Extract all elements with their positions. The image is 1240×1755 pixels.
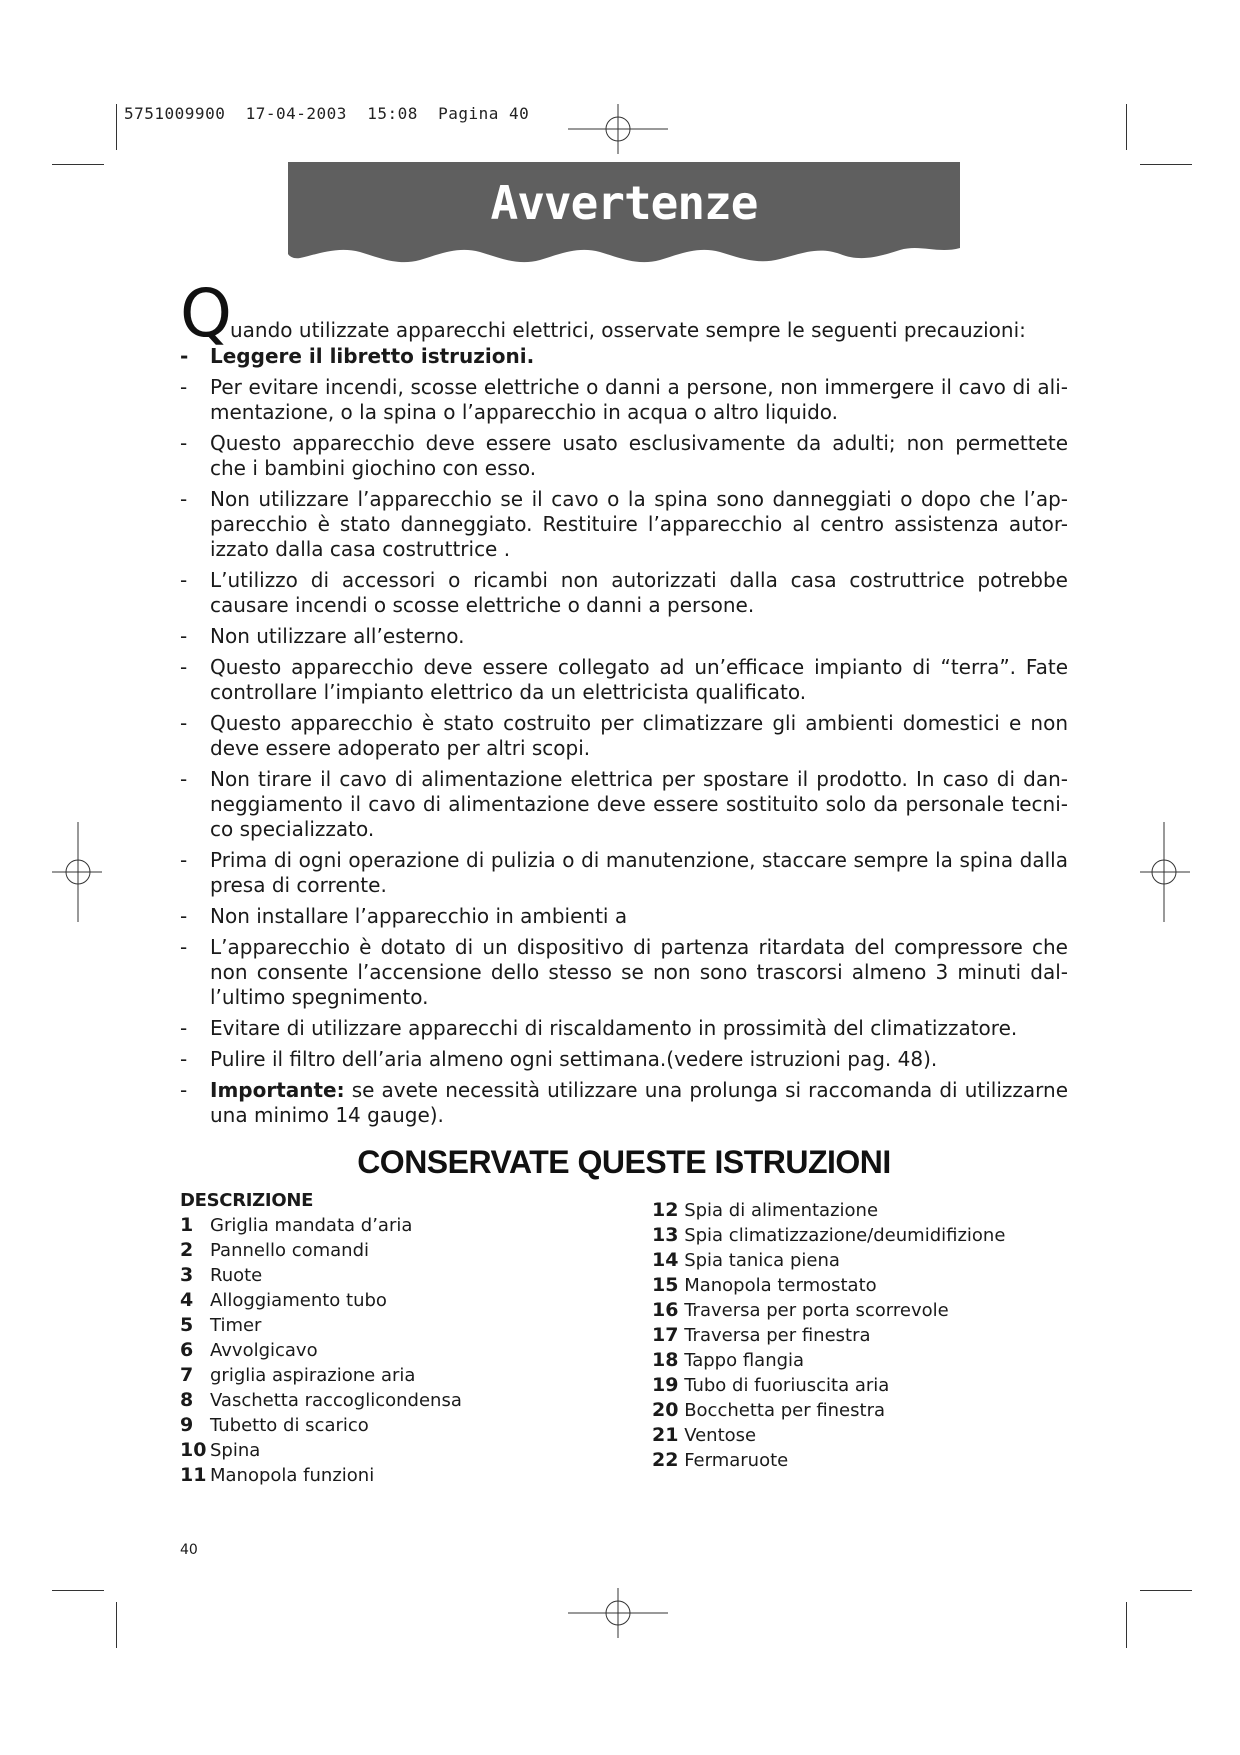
intro-paragraph <box>180 275 1068 352</box>
warning-item: - Questo apparecchio è stato costruito per climatizzare gli ambienti domestici e non deve essere adoperato per altri scopi. <box>180 711 1068 761</box>
description-item <box>652 1298 1072 1323</box>
item-label: Ventose <box>684 1425 757 1446</box>
description-item <box>180 1413 620 1438</box>
crop-mark <box>1140 1590 1192 1591</box>
warning-item: - Prima di ogni operazione di pulizia o di manutenzione, staccare sempre la spina dalla presa di corrente. <box>180 848 1068 898</box>
item-number: 20 <box>652 1399 679 1421</box>
warnings-section <box>180 275 1068 1134</box>
item-number: 5 <box>180 1314 194 1336</box>
description-item <box>180 1313 620 1338</box>
item-number: 2 <box>180 1239 194 1261</box>
item-label: Tubo di fuoriuscita aria <box>684 1375 890 1396</box>
item-number: 12 <box>652 1199 679 1221</box>
description-item <box>652 1373 1072 1398</box>
keep-instructions-heading: CONSERVATE QUESTE ISTRUZIONI <box>357 1144 891 1180</box>
item-number: 9 <box>180 1414 194 1436</box>
description-item <box>652 1198 1072 1223</box>
item-label: Ruote <box>210 1265 263 1286</box>
description-left-column <box>180 1188 620 1488</box>
item-label: Vaschetta raccoglicondensa <box>210 1390 462 1411</box>
registration-mark-bottom <box>568 1588 668 1638</box>
item-label: Traversa per porta scorrevole <box>684 1300 949 1321</box>
warning-item: - L’apparecchio è dotato di un dispositivo di partenza ritardata del compressore che non consente l’accensione dello stesso se non sono trascorsi almeno 3 minuti dal-l’ultimo spegnimento. <box>180 935 1068 1010</box>
item-number: 22 <box>652 1449 679 1471</box>
registration-mark-right <box>1140 822 1190 922</box>
item-number: 17 <box>652 1324 679 1346</box>
page-title: Avvertenze <box>490 176 758 230</box>
important-label: Importante: <box>210 1078 345 1102</box>
warning-item: - Pulire il filtro dell’aria almeno ogni settimana.(vedere istruzioni pag. 48). <box>180 1047 1068 1072</box>
item-number: 3 <box>180 1264 194 1286</box>
description-item <box>652 1323 1072 1348</box>
item-label: Griglia mandata d’aria <box>210 1215 413 1236</box>
description-item <box>652 1273 1072 1298</box>
item-number: 4 <box>180 1289 194 1311</box>
description-item <box>652 1398 1072 1423</box>
description-item <box>652 1423 1072 1448</box>
item-label: Spina <box>210 1440 261 1461</box>
item-number: 21 <box>652 1424 679 1446</box>
item-label: Avvolgicavo <box>210 1340 318 1361</box>
item-label: Tubetto di scarico <box>210 1415 369 1436</box>
description-item <box>180 1438 620 1463</box>
description-item <box>180 1238 620 1263</box>
warning-item: - Per evitare incendi, scosse elettriche o danni a persone, non immergere il cavo di ali-mentazione, o la spina o l’apparecchio in acqua o altro liquido. <box>180 375 1068 425</box>
item-label: Fermaruote <box>684 1450 789 1471</box>
item-number: 15 <box>652 1274 679 1296</box>
warning-item-important <box>180 1078 1068 1128</box>
item-number: 10 <box>180 1439 207 1461</box>
item-label: Spia di alimentazione <box>684 1200 879 1221</box>
description-item <box>652 1248 1072 1273</box>
item-label: Manopola termostato <box>684 1275 877 1296</box>
item-label: Timer <box>210 1315 262 1336</box>
print-header: 5751009900 17-04-2003 15:08 Pagina 40 <box>124 104 530 123</box>
item-label: Pannello comandi <box>210 1240 370 1261</box>
description-item <box>180 1263 620 1288</box>
warning-item: - Questo apparecchio deve essere collegato ad un’efficace impianto di “terra”. Fate controllare l’impianto elettrico da un elettricista qualificato. <box>180 655 1068 705</box>
item-number: 1 <box>180 1214 194 1236</box>
description-item <box>180 1388 620 1413</box>
warning-item: - Non tirare il cavo di alimentazione elettrica per spostare il prodotto. In caso di dan-neggiamento il cavo di alimentazione deve essere sostituito solo da personale tecni-co specializzato. <box>180 767 1068 842</box>
description-item <box>652 1223 1072 1248</box>
item-label: Tappo flangia <box>684 1350 805 1371</box>
warning-item: - L’utilizzo di accessori o ricambi non autorizzati dalla casa costruttrice potrebbe causare incendi o scosse elettriche o danni a persone. <box>180 568 1068 618</box>
registration-mark-top <box>568 104 668 154</box>
crop-mark <box>1126 1602 1127 1648</box>
crop-mark <box>116 1602 117 1648</box>
description-item <box>180 1463 620 1488</box>
dropcap: Q <box>180 275 232 352</box>
title-banner <box>288 162 960 268</box>
crop-mark <box>1140 164 1192 165</box>
crop-mark <box>52 164 104 165</box>
description-item <box>180 1363 620 1388</box>
item-label: Bocchetta per finestra <box>684 1400 885 1421</box>
item-number: 6 <box>180 1339 194 1361</box>
important-text: se avete necessità utilizzare una prolunga si raccomanda di utilizzarne una minimo 14 gauge). <box>210 1078 1068 1127</box>
item-number: 19 <box>652 1374 679 1396</box>
registration-mark-left <box>52 822 102 922</box>
warnings-list <box>180 344 1068 1128</box>
item-label: Spia climatizzazione/deumidifizione <box>684 1225 1006 1246</box>
warning-item: - Non utilizzare all’esterno. <box>180 624 1068 649</box>
item-number: 11 <box>180 1464 207 1486</box>
description-item <box>180 1213 620 1238</box>
description-item <box>180 1338 620 1363</box>
item-number: 7 <box>180 1364 194 1386</box>
warning-item: - Leggere il libretto istruzioni. <box>180 344 1068 369</box>
warning-item: - Evitare di utilizzare apparecchi di riscaldamento in prossimità del climatizzatore. <box>180 1016 1068 1041</box>
crop-mark <box>1126 104 1127 150</box>
crop-mark <box>52 1590 104 1591</box>
item-label: griglia aspirazione aria <box>210 1365 416 1386</box>
warning-item: - Non installare l’apparecchio in ambienti a <box>180 904 1068 929</box>
item-label: Alloggiamento tubo <box>210 1290 387 1311</box>
description-item <box>652 1348 1072 1373</box>
description-item <box>180 1288 620 1313</box>
item-number: 13 <box>652 1224 679 1246</box>
description-item <box>652 1448 1072 1473</box>
crop-mark <box>116 104 117 150</box>
warning-item: - Questo apparecchio deve essere usato esclusivamente da adulti; non permettete che i bambini giochino con esso. <box>180 431 1068 481</box>
page-number: 40 <box>180 1542 198 1558</box>
description-heading: DESCRIZIONE <box>180 1190 314 1211</box>
intro-text: uando utilizzate apparecchi elettrici, osservate sempre le seguenti precauzioni: <box>230 318 1026 342</box>
item-number: 8 <box>180 1389 194 1411</box>
item-number: 16 <box>652 1299 679 1321</box>
item-label: Traversa per finestra <box>684 1325 871 1346</box>
item-label: Spia tanica piena <box>684 1250 840 1271</box>
warning-item: - Non utilizzare l’apparecchio se il cavo o la spina sono danneggiati o dopo che l’ap-parecchio è stato danneggiato. Restituire l’apparecchio al centro assistenza autor-izzato dalla casa costruttrice . <box>180 487 1068 562</box>
item-number: 18 <box>652 1349 679 1371</box>
item-label: Manopola funzioni <box>210 1465 375 1486</box>
description-right-column <box>652 1198 1072 1473</box>
item-number: 14 <box>652 1249 679 1271</box>
